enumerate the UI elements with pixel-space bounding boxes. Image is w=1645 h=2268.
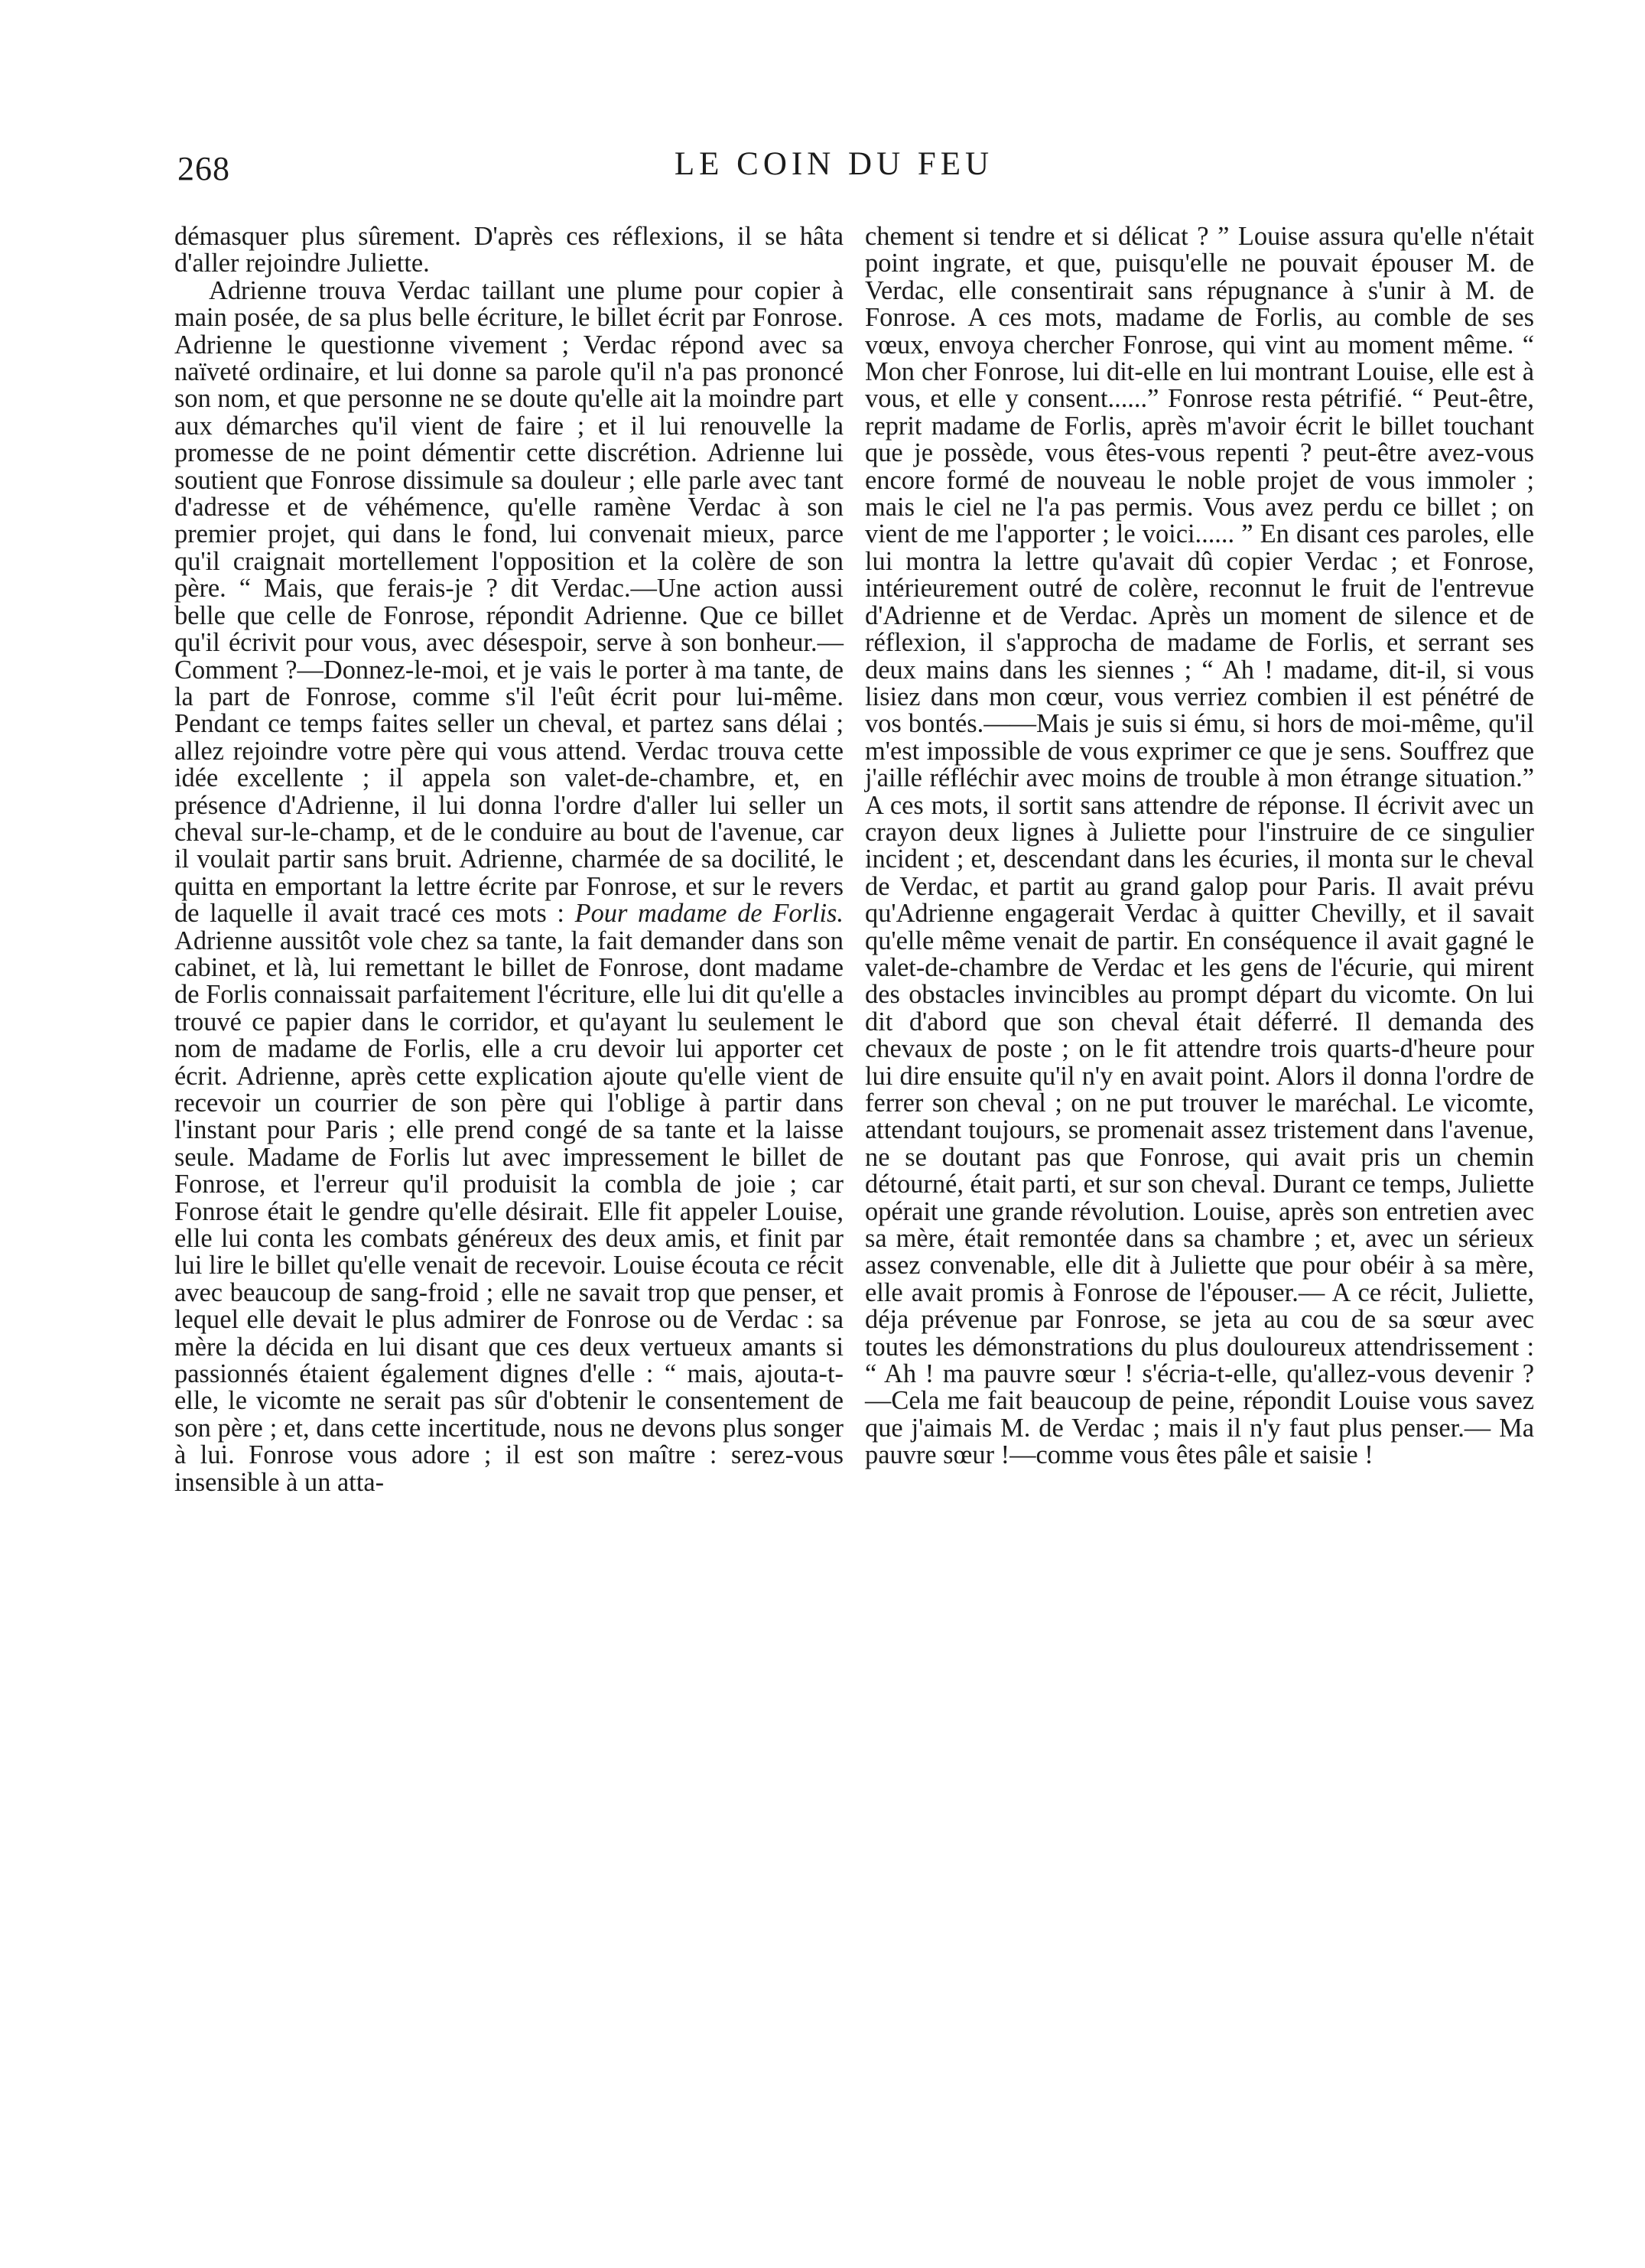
paragraph-text: Adrienne trouva Verdac taillant une plume pour copier à main posée, de sa plus belle écriture, le billet écrit par Fonrose. Adrienne le questionne vivement ; Verdac répond avec sa naïveté ordinaire, et lui donne sa parole qu'il n'a pas prononcé son nom, et que personne ne se doute qu'elle ait la moindre part aux démarches qu'il vient de faire ; et il lui renouvelle la promesse de ne point démentir cette discrétion. Adrienne lui soutient que Fonrose dissimule sa douleur ; elle parle avec tant d'adresse et de véhémence, qu'elle ramène Verdac à son premier projet, qui dans le fond, lui convenait mieux, parce qu'il craignait mortellement l'opposition et la colère de son père. “ Mais, que ferais-je ? dit Verdac.—Une action aussi belle que celle de Fonrose, répondit Adrienne. Que ce billet qu'il écrivit pour vous, avec désespoir, serve à son bonheur.—Comment ?—Donnez-le-moi, et je vais le porter à ma tante, de la part de Fonrose, comme s'il l'eût écrit pour lui-même. Pendant ce temps faites seller un cheval, et partez sans délai ; allez rejoindre votre père qui vous attend. Verdac trouva cette idée excellente ; il appela son valet-de-chambre, et, en présence d'Adrienne, il lui donna l'ordre d'aller lui seller un cheval sur-le-champ, et de le conduire au bout de l'avenue, car il voulait partir sans bruit. Adrienne, charmée de sa docilité, le quitta en emportant la lettre écrite par Fonrose, et sur le revers de laquelle il avait tracé ces mots :: [174, 275, 844, 929]
left-column: [174, 223, 844, 1496]
paragraph-text: Adrienne aussitôt vole chez sa tante, la fait demander dans son cabinet, et là, lui remettant le billet de Fonrose, dont madame de Forlis connaissait parfaitement l'écriture, elle lui dit qu'elle a trouvé ce papier dans le corridor, et qu'ayant lu seulement le nom de madame de Forlis, elle a cru devoir lui apporter cet écrit. Adrienne, après cette explication ajoute qu'elle vient de recevoir un courrier de son père qui l'oblige à partir dans l'instant pour Paris ; elle prend congé de sa tante et la laisse seule. Madame de Forlis lut avec impressement le billet de Fonrose, et l'erreur qu'il produisit la combla de joie ; car Fonrose était le gendre qu'elle désirait. Elle fit appeler Louise, elle lui conta les combats généreux des deux amis, et finit par lui lire le billet qu'elle venait de recevoir. Louise écouta ce récit avec beaucoup de sang-froid ; elle ne savait trop que penser, et lequel elle devait le plus admirer de Fonrose ou de Verdac : sa mère la décida en lui disant que ces deux vertueux amants si passionnés étaient également dignes d'elle : “ mais, ajouta-t-elle, le vicomte ne serait pas sûr d'obtenir le consentement de son père ; et, dans cette incertitude, nous ne devons plus songer à lui. Fonrose vous adore ; il est son maître : serez-vous insensible à un atta-: [174, 926, 844, 1497]
right-column: [865, 223, 1534, 1469]
italic-note: Pour madame de Forlis.: [574, 899, 844, 929]
running-title: LE COIN DU FEU: [674, 146, 994, 182]
page-number: 268: [177, 150, 230, 187]
body-paragraph: [174, 275, 844, 1497]
continuation-paragraph: démasquer plus sûrement. D'après ces réflexions, il se hâta d'aller rejoindre Juliette.: [174, 222, 844, 278]
continuation-paragraph: chement si tendre et si délicat ? ” Louise assura qu'elle n'était point ingrate, et que, puisqu'elle ne pouvait épouser M. de Verdac, elle consentirait sans répugnance à s'unir à M. de Fonrose. A ces mots, madame de Forlis, au comble de ses vœux, envoya chercher Fonrose, qui vint au moment même. “ Mon cher Fonrose, lui dit-elle en lui montrant Louise, elle est à vous, et elle y consent......” Fonrose resta pétrifié. “ Peut-être, reprit madame de Forlis, après m'avoir écrit le billet touchant que je possède, vous êtes-vous repenti ? peut-être avez-vous encore formé de nouveau le noble projet de vous immoler ; mais le ciel ne l'a pas permis. Vous avez perdu ce billet ; on vient de me l'apporter ; le voici...... ” En disant ces paroles, elle lui montra la lettre qu'avait dû copier Verdac ; et Fonrose, intérieurement outré de colère, reconnut le fruit de l'entrevue d'Adrienne et de Verdac. Après un moment de silence et de réflexion, il s'approcha de madame de Forlis, et serrant ses deux mains dans les siennes ; “ Ah ! madame, dit-il, si vous lisiez dans mon cœur, vous verriez combien il est pénétré de vos bontés.——Mais je suis si ému, si hors de moi-même, qu'il m'est impossible de vous exprimer ce que je sens. Souffrez que j'aille réfléchir avec moins de trouble à mon étrange situation.” A ces mots, il sortit sans attendre de réponse. Il écrivit avec un crayon deux lignes à Juliette pour l'instruire de ce singulier incident ; et, descendant dans les écuries, il monta sur le cheval de Verdac, et partit au grand galop pour Paris. Il avait prévu qu'Adrienne engagerait Verdac à quitter Chevilly, et il savait qu'elle même venait de partir. En conséquence il avait gagné le valet-de-chambre de Verdac et les gens de l'écurie, qui mirent des obstacles invincibles au prompt départ du vicomte. On lui dit d'abord que son cheval était déferré. Il demanda des chevaux de poste ; on le fit attendre trois quarts-d'heure pour lui dire ensuite qu'il n'y en avait point. Alors il donna l'ordre de ferrer son cheval ; on ne put trouver le maréchal. Le vicomte, attendant toujours, se promenait assez tristement dans l'avenue, ne se doutant pas que Fonrose, qui avait pris un chemin détourné, était parti, et sur son cheval. Durant ce temps, Juliette opérait une grande révolution. Louise, après son entretien avec sa mère, était remontée dans sa chambre ; et, avec un sérieux assez convenable, elle dit à Juliette que pour obéir à sa mère, elle avait promis à Fonrose de l'épouser.— A ce récit, Juliette, déja prévenue par Fonrose, se jeta au cou de sa sœur avec toutes les démonstrations du plus douloureux attendrissement : “ Ah ! ma pauvre sœur ! s'écria-t-elle, qu'allez-vous devenir ?—Cela me fait beaucoup de peine, répondit Louise vous savez que j'aimais M. de Verdac ; mais il n'y faut plus penser.— Ma pauvre sœur !—comme vous êtes pâle et saisie !: [865, 222, 1534, 1470]
